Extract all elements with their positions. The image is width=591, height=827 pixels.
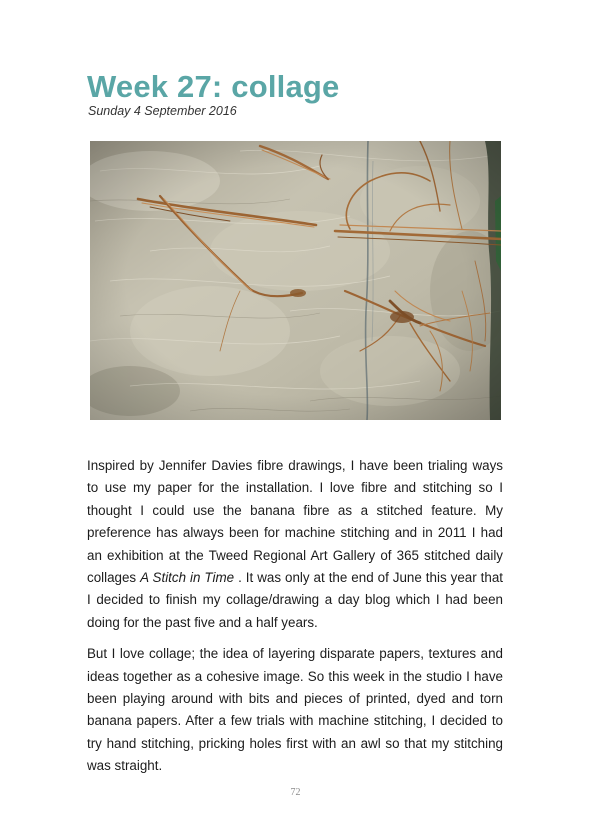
paragraph-1-text-end: . It was only at the end of June this year that I decided to finish my collage/drawing a day blog which I had been doing for the past five and a half years.	[87, 570, 503, 630]
paragraph-1-text-start: Inspired by Jennifer Davies fibre drawings, I have been trialing ways to use my paper for the installation. I love fibre and stitching so I thought I could use the banana fibre as a stitched feature. My preference has always been for machine stitching and in 2011 I had an exhibition at the Tweed Regional Art Gallery of 365 stitched daily collages	[87, 458, 503, 586]
page-title: Week 27: collage	[87, 69, 340, 104]
page-number: 72	[290, 787, 301, 798]
article-body	[87, 455, 503, 787]
exhibition-title: A Stitch in Time	[140, 570, 235, 586]
post-date: Sunday 4 September 2016	[88, 104, 237, 118]
paragraph-1	[87, 455, 503, 634]
paragraph-2: But I love collage; the idea of layering disparate papers, textures and ideas together as a cohesive image. So this week in the studio I have been playing around with bits and pieces of printed, dyed and torn banana papers. After a few trials with machine stitching, I decided to try hand stitching, pricking holes first with an awl so that my stitching was straight.	[87, 646, 503, 774]
collage-photo	[90, 141, 501, 420]
